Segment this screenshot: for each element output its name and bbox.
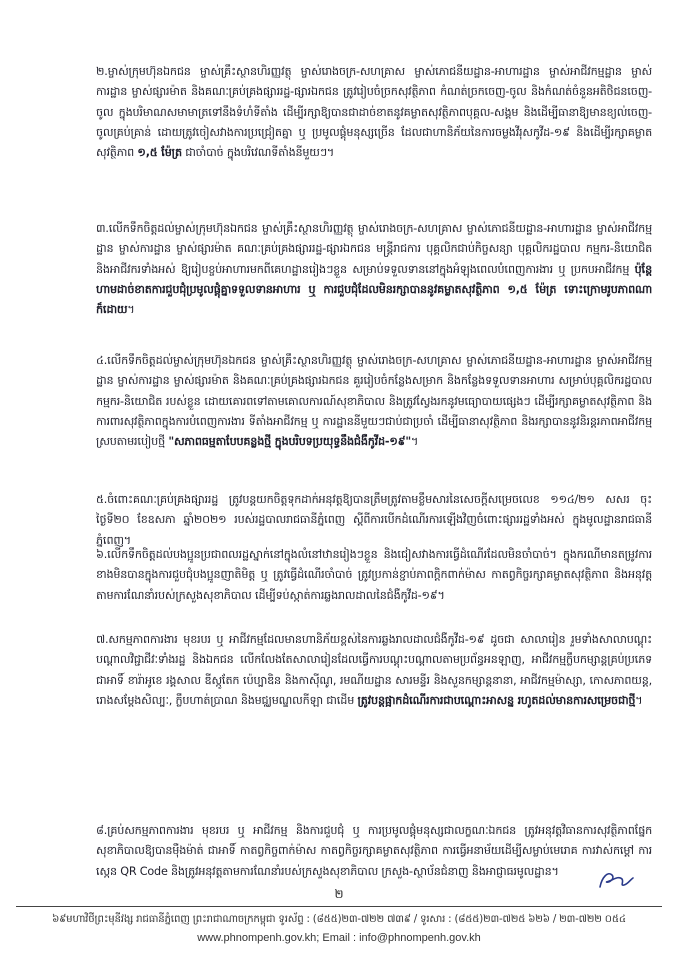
item-text-end: ។ xyxy=(410,435,419,449)
item-text: គ្រប់សកម្មភាពការងារ មុខរបរ ឬ អាជីវកម្ម និងការជួបជុំ ឬ ការប្រមូលផ្តុំមនុស្សជាលក្ខណៈឯកជន ត្រូវអនុវត្តវិធានការសុវត្ថិភាពផ្នែកសុខាភិបាលឱ្យបានម៉ឺងម៉ាត់ ជាអាទិ៍ កាតព្វកិច្ចពាក់ម៉ាស កាតព្វកិច្ចរក្សាគម្លាតសុវត្ថិភាព ការធ្វើអនាម័យដើម្បីសម្លាប់មេរោគ ការវាស់កម្ដៅ ការស្កេន QR Code និងត្រូវអនុវត្តតាមការណែនាំរបស់ក្រសួងសុខាភិបាល ក្រសួង-ស្ថាប័នជំនាញ និងអាជ្ញាធរមូលដ្ឋាន។ xyxy=(96,824,652,878)
item-text: ម្ចាស់ក្រុមហ៊ុនឯកជន ម្ចាស់គ្រឹះស្ថានហិរញ្ញវត្ថុ ម្ចាស់រោងចក្រ-សហគ្រាស ម្ចាស់ភោជនីយដ្ឋាន-អាហារដ្ឋាន ម្ចាស់អាជីវកម្មដ្ឋាន ម្ចាស់ការដ្ឋាន ម្ចាស់ផ្សារម៉ាត និងគណៈគ្រប់គ្រងផ្សាររដ្ឋ-ផ្សារឯកជន ត្រូវរៀបចំច្រកសុវត្ថិភាព កំណត់ច្រកចេញ-ចូល និងកំណត់ចំនួនអតិថិជនចេញ-ចូល ក្នុងបរិមាណសមាមាត្រទៅនឹងទំហំទីតាំង ដើម្បីរក្សាឱ្យបានជាដាច់ខាតនូវគម្លាតសុវត្ថិភាពបុគ្គល-សង្គម និងដើម្បីធានាឱ្យមានខ្យល់ចេញ-ចូលគ្រប់គ្រាន់ ដោយត្រូវចៀសវាងការប្រជ្រៀតគ្នា ឬ ប្រមូលផ្តុំមនុស្សច្រើន ដែលជាហានិភ័យនៃការចម្លងវីរុសកូវីដ-១៩ និងដើម្បីរក្សាគម្លាតសុវត្ថិភាព xyxy=(96,65,652,160)
list-item xyxy=(96,490,652,550)
item-text: លើកទឹកចិត្តដល់ម្ចាស់ក្រុមហ៊ុនឯកជន ម្ចាស់គ្រឹះស្ថានហិរញ្ញវត្ថុ ម្ចាស់រោងចក្រ-សហគ្រាស ម្ចាស់ភោជនីយដ្ឋាន-អាហារដ្ឋាន ម្ចាស់អាជីវកម្មដ្ឋាន ម្ចាស់ការដ្ឋាន ម្ចាស់ផ្សារម៉ាត និងគណៈគ្រប់គ្រងផ្សារឯកជន គួររៀបចំកន្លែងសម្រាក និងកន្លែងទទួលទានអាហារ សម្រាប់បុគ្គលិករដ្ឋបាល កម្មករ-និយោជិត របស់ខ្លួន ដោយគោរពទៅតាមគោលការណ៍សុខាភិបាល និងត្រូវស្វែងរកនូវមធ្យោបាយផ្សេងៗ ដើម្បីរក្សាគម្លាតសុវត្ថិភាព និងការពារសុវត្ថិភាពក្នុងការបំពេញការងារ ទីតាំងអាជីវកម្ម ឬ ការដ្ឋាននីមួយៗជាប់ជាប្រចាំ ដើម្បីធានាសុវត្ថិភាព និងរក្សាបាននូវនិរន្តរភាពអាជីវកម្ម ស្របតាមរបៀបថ្មី xyxy=(96,354,652,449)
item-emphasis: "សភាពធម្មតាបែបគន្លងថ្មី ក្នុងបរិបទប្រយុទ្ធនឹងជំងឺកូវីដ-១៩" xyxy=(168,435,411,449)
list-item xyxy=(96,62,652,186)
footer-contact xyxy=(0,932,678,944)
item-text: សកម្មភាពការងារ មុខរបរ ឬ អាជីវកម្មដែលមានហានិភ័យខ្ពស់នៃការឆ្លងរាលដាលជំងឺកូវីដ-១៩ ដូចជា សាលារៀន រួមទាំងសាលាបណ្តុះបណ្តាលវិជ្ជាជីវៈទាំងរដ្ឋ និងឯកជន លើកលែងតែសាលារៀនដែលធ្វើការបណ្តុះបណ្តាលតាមប្រព័ន្ធអនឡាញ, អាជីវកម្មក្លឹបកម្សាន្តគ្រប់ប្រភេទ ជាអាទិ៍ ខារ៉ាអូខេ រង្គសាល ឌីស្កូតែក ប៉េប្បាឌិន និងកាស៊ីណូ, រមណីយដ្ឋាន សារមន្ទីរ និងសួនកម្សាន្តនានា, អាជីវកម្មម៉ាស្សា, កោសភាពយន្ត, រោងសម្ដែងសិល្បៈ, ក្លឹបហាត់ប្រាណ និងមជ្ឈមណ្ឌលកីឡា ជាដើម xyxy=(96,633,652,707)
item-number: ៦. xyxy=(96,548,108,561)
item-number: ៧. xyxy=(96,633,109,646)
list-item xyxy=(96,630,652,814)
item-text-end: ជាចាំបាច់ ក្នុងបរិវេណទីតាំងនីមួយៗ។ xyxy=(181,146,335,160)
item-text: ចំពោះគណៈគ្រប់គ្រងផ្សាររដ្ឋ ត្រូវបន្តយកចិត្តទុកដាក់អនុវត្តឱ្យបានត្រឹមត្រូវតាមខ្លឹមសារនៃសេចក្តីសម្រេចលេខ ១១៤/២១ សសរ ចុះថ្ងៃទី២០ ខែឧសភា ឆ្នាំ២០២១ របស់រដ្ឋបាលរាជធានីភ្នំពេញ ស្តីពីការបើកដំណើរការឡើងវិញចំពោះផ្សាររដ្ឋទាំងអស់ ក្នុងមូលដ្ឋានរាជធានីភ្នំពេញ។ xyxy=(96,493,652,547)
item-text-end: ។ xyxy=(635,693,643,707)
list-item xyxy=(96,351,652,475)
item-number: ៤. xyxy=(96,354,108,367)
footer-divider xyxy=(16,906,662,907)
item-number: ៥. xyxy=(96,493,108,506)
item-emphasis: ត្រូវបន្តផ្អាកដំណើរការជាបណ្តោះអាសន្ន រហូតដល់មានការសម្រេចជាថ្មី xyxy=(357,693,636,707)
item-number: ៣. xyxy=(96,222,109,235)
list-item xyxy=(96,545,652,626)
email-link[interactable]: info@phnompenh.gov.kh xyxy=(359,932,481,944)
item-emphasis: ប៉ុន្តែ ហាមដាច់ខាតការជួបជុំប្រមូលផ្តុំគ្នាទទួលទានអាហារ ឬ ការជួបជុំដែលមិនរក្សាបាននូវគម្លាតសុវត្ថិភាព ១,៥ ម៉ែត្រ ទោះក្រោមរូបភាពណាក៏ដោយ xyxy=(96,262,652,317)
separator: ; xyxy=(316,932,323,944)
page-number: ២ xyxy=(334,887,344,901)
footer-address: ៦៩មហាវិថីព្រះមុនីវង្ស រាជធានីភ្នំពេញ ព្រះរាជាណាចក្រកម្ពុជា ទូរស័ព្ទ : (៨៥៥)២៣-៧២២ ៧៣៩ / ទូរសារ : (៨៥៥)២៣-៧២៥ ៦២៦ / ២៣-៧២២ ០៥៤ xyxy=(52,914,626,925)
list-item xyxy=(96,219,652,361)
item-text: លើកទឹកចិត្តដល់ម្ចាស់ក្រុមហ៊ុនឯកជន ម្ចាស់គ្រឹះស្ថានហិរញ្ញវត្ថុ ម្ចាស់រោងចក្រ-សហគ្រាស ម្ចាស់ភោជនីយដ្ឋាន-អាហារដ្ឋាន ម្ចាស់អាជីវកម្មដ្ឋាន ម្ចាស់ការដ្ឋាន ម្ចាស់ផ្សារម៉ាត គណៈគ្រប់គ្រងផ្សាររដ្ឋ-ផ្សារឯកជន មន្ត្រីរាជការ បុគ្គលិកជាប់កិច្ចសន្យា បុគ្គលិករដ្ឋបាល កម្មករ-និយោជិត និងអាជីវករទាំងអស់ ឱ្យរៀបខ្ចប់អាហារមកពីគេហដ្ឋានរៀងៗខ្លួន សម្រាប់ទទួលទាននៅក្នុងអំឡុងពេលបំពេញការងារ ឬ ប្រកបអាជីវកម្ម xyxy=(96,222,652,276)
item-text: លើកទឹកចិត្តដល់បងប្អូនប្រជាពលរដ្ឋស្នាក់នៅក្នុងលំនៅឋានរៀងៗខ្លួន និងជៀសវាងការធ្វើដំណើរដែលមិនចាំបាច់។ ក្នុងករណីមានតម្រូវការខាងមិនបានក្នុងការជួបជុំបងប្អូនញាតិមិត្ត ឬ ត្រូវធ្វើដំណើរចាំបាច់ ត្រូវប្រកាន់ខ្ជាប់ភាពក្តិកពាក់ម៉ាស កាតព្វកិច្ចរក្សាគម្លាតសុវត្ថិភាព និងអនុវត្តតាមការណែនាំរបស់ក្រសួងសុខាភិបាល ដើម្បីទប់ស្កាត់ការឆ្លងរាលដាលនៃជំងឺកូវីដ-១៩។ xyxy=(96,548,652,602)
item-number: ៨. xyxy=(96,824,108,837)
item-number: ២. xyxy=(96,65,108,78)
item-emphasis: ១,៥ ម៉ែត្រ xyxy=(137,146,182,160)
email-label: Email : xyxy=(322,932,360,944)
item-text-end: ។ xyxy=(127,303,135,317)
website-link[interactable]: www.phnompenh.gov.kh xyxy=(197,932,317,944)
